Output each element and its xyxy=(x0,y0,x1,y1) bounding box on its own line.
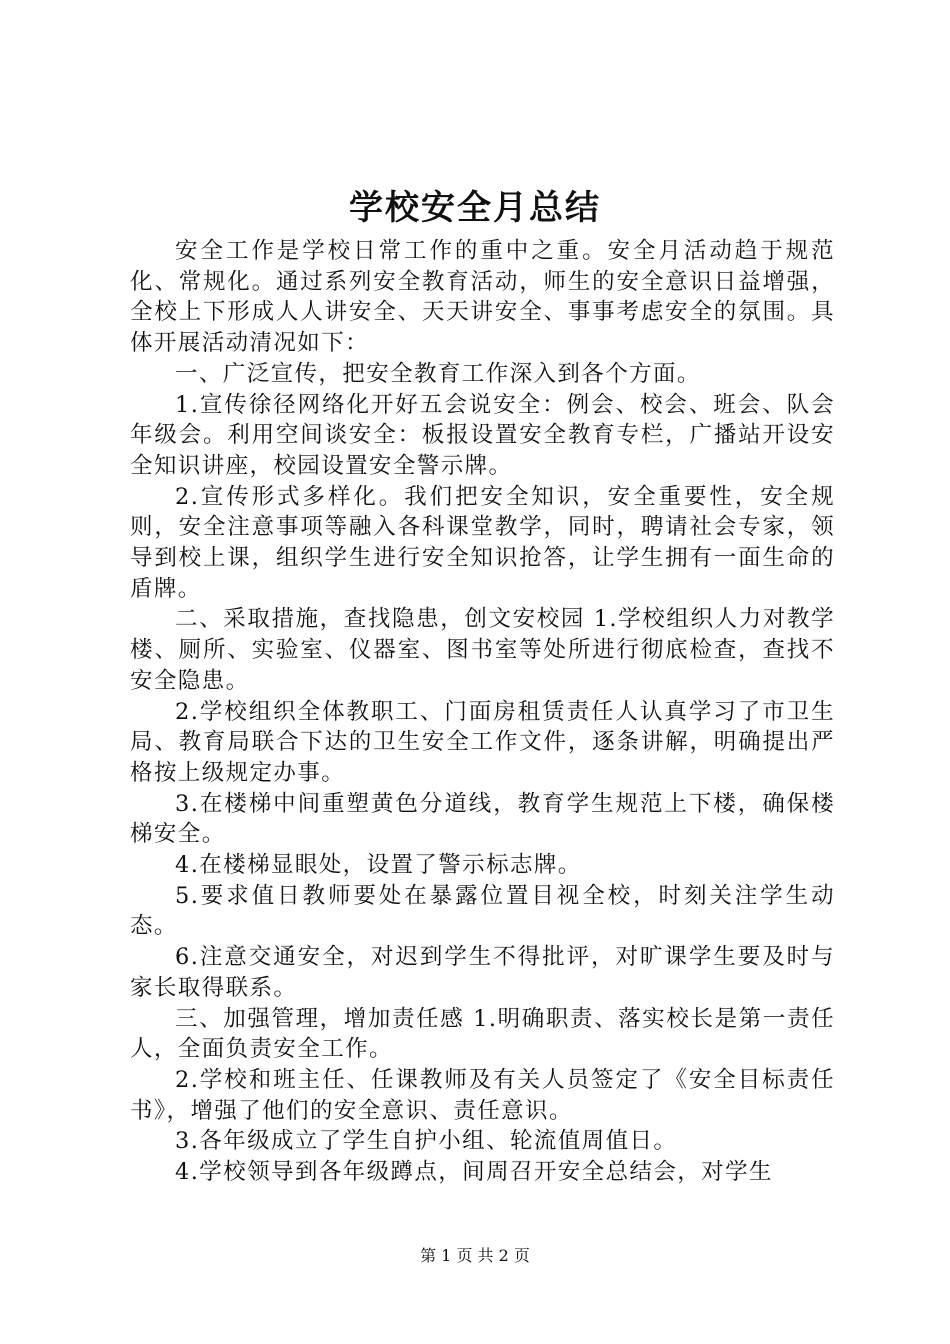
paragraph: 4.学校领导到各年级蹲点，间周召开安全总结会，对学生 xyxy=(175,1159,773,1186)
page-footer: 第 1 页 共 2 页 xyxy=(420,1246,530,1265)
paragraph: 3.在楼梯中间重塑黄色分道线，教育学生规范上下楼，确保楼梯安全。 xyxy=(130,790,835,848)
paragraph: 5.要求值日教师要处在暴露位置目视全校，时刻关注学生动态。 xyxy=(130,882,835,940)
paragraph: 三、加强管理，增加责任感 1.明确职责、落实校长是第一责任人，全面负责安全工作。 xyxy=(130,1005,835,1063)
paragraph: 2.学校和班主任、任课教师及有关人员签定了《安全目标责任书》，增强了他们的安全意识、责任意识。 xyxy=(130,1066,835,1124)
paragraph: 2.宣传形式多样化。我们把安全知识，安全重要性，安全规则，安全注意事项等融入各科课堂教学，同时，聘请社会专家，领导到校上课，组织学生进行安全知识抢答，让学生拥有一面生命的盾牌。 xyxy=(130,483,835,602)
paragraph: 2.学校组织全体教职工、门面房租赁责任人认真学习了市卫生局、教育局联合下达的卫生安全工作文件，逐条讲解，明确提出严格按上级规定办事。 xyxy=(130,698,835,786)
paragraph: 4.在楼梯显眼处，设置了警示标志牌。 xyxy=(175,852,582,879)
paragraph: 1.宣传徐径网络化开好五会说安全：例会、校会、班会、队会年级会。利用空间谈安全：板报设置安全教育专栏，广播站开设安全知识讲座，校园设置安全警示牌。 xyxy=(130,391,835,479)
paragraph: 3.各年级成立了学生自护小组、轮流值周值日。 xyxy=(175,1128,678,1155)
document-body xyxy=(130,236,835,1188)
paragraph: 6.注意交通安全，对迟到学生不得批评，对旷课学生要及时与家长取得联系。 xyxy=(130,944,835,1001)
paragraph: 二、采取措施，查找隐患，创文安校园 1.学校组织人力对教学楼、厕所、实验室、仪器室、图书室等处所进行彻底检查，查找不安全隐患。 xyxy=(130,606,835,694)
document-title: 学校安全月总结 xyxy=(349,188,601,228)
paragraph: 安全工作是学校日常工作的重中之重。安全月活动趋于规范化、常规化。通过系列安全教育活动，师生的安全意识日益增强，全校上下形成人人讲安全、天天讲安全、事事考虑安全的氛围。具体开展活动清况如下： xyxy=(130,238,835,357)
paragraph: 一、广泛宣传，把安全教育工作深入到各个方面。 xyxy=(175,360,701,387)
